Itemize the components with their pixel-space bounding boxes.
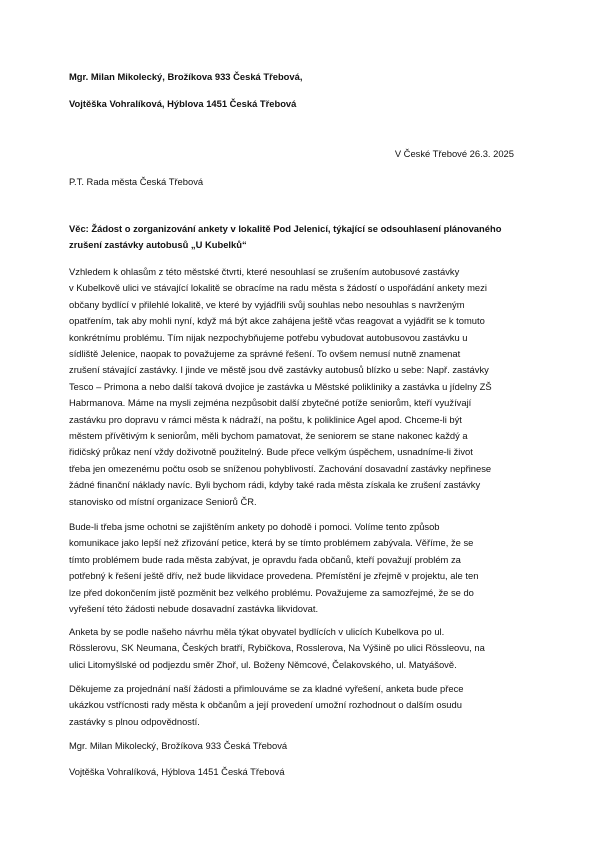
signature-line-2: Vojtěška Vohralíková, Hýblova 1451 Česká Třebová: [69, 766, 285, 777]
body-paragraph-4: [69, 681, 539, 730]
paragraph-line: v Kubelkově ulici ve stávající lokalitě se obracíme na radu města s žádostí o uspořádání ankety mezi: [69, 282, 487, 294]
paragraph-line: městem přívětivým k seniorům, měli bychom pamatovat, že seniorem se stane nakonec každý a: [69, 430, 468, 442]
paragraph-line: zastávku pro dopravu v rámci města k nádraží, na poštu, k poliklinice Agel apod. Chceme-li být: [69, 413, 462, 425]
paragraph-line: zrušení stávající zastávky. I jinde ve městě jsou dvě zastávky autobusů blízko u sebe: Např. zastávky: [69, 364, 489, 376]
sender-line-2: Vojtěška Vohralíková, Hýblova 1451 Česká Třebová: [69, 98, 297, 109]
paragraph-line: Bude-li třeba jsme ochotni se zajištěním ankety po dohodě i pomoci. Volíme tento způsob: [69, 521, 440, 532]
paragraph-line: občany bydlící v přilehlé lokalitě, ve které by vyjádřili svůj souhlas nebo nesouhlas s navrženým: [69, 298, 465, 310]
paragraph-line: sídliště Jelenice, naopak to považujeme za správné řešení. To ovšem nemusí nutně znamenat: [69, 348, 461, 360]
body-paragraph-2: [69, 519, 539, 617]
paragraph-line: konkrétnímu problému. Tím nijak nezpochybňujeme potřebu vybudovat autobusovou zastávku u: [69, 331, 468, 343]
recipient-line: P.T. Rada města Česká Třebová: [69, 176, 204, 187]
subject-line: zrušení zastávky autobusů „U Kubelků“: [69, 239, 247, 250]
date-line: V České Třebové 26.3. 2025: [394, 148, 514, 159]
subject-block: [69, 221, 501, 253]
sender-line-1: Mgr. Milan Mikolecký, Brožíkova 933 Česká Třebová,: [69, 71, 303, 82]
paragraph-line: Habrmanova. Máme na mysli zejména nezpůsobit další zbytečné potíže seniorům, kteří využívají: [69, 397, 472, 409]
paragraph-line: třeba jen omezenému počtu osob se sníženou pohyblivostí. Zachování dosavadní zastávky nepřinese: [69, 462, 492, 474]
paragraph-line: Vzhledem k ohlasům z této městské čtvrti, které nesouhlasí se zrušením autobusové zastávky: [69, 266, 460, 277]
paragraph-line: ulici Litomyšlské od podjezdu směr Zhoř, ul. Boženy Němcové, Čelakovského, ul. Matyášově.: [69, 658, 457, 670]
paragraph-line: Anketa by se podle našeho návrhu měla týkat obyvatel bydlících v ulicích Kubelkova po ul.: [69, 626, 445, 637]
paragraph-line: Tesco – Primona a nebo další taková dvojice je zastávka u Městské polikliniky a zastávka u jídelny ZŠ: [69, 380, 492, 392]
paragraph-line: komunikace jako lepší než zřizování petice, která by se tímto problémem zabývala. Věříme, že se: [69, 537, 474, 549]
paragraph-line: opatřením, tak aby mohli nyní, když má být akce zahájena ještě včas reagovat a vyjádřit se k tomuto: [69, 315, 485, 327]
paragraph-line: zastávky s plnou odpovědností.: [69, 715, 200, 727]
body-paragraph-1: [69, 264, 539, 510]
paragraph-line: Rösslerovu, SK Neumana, Českých bratří, Rybičkova, Rosslerova, Na Výšině po ulici Rössleovu, na: [69, 642, 485, 654]
paragraph-line: žádné finanční náklady navíc. Byli bychom rádi, kdyby také rada města získala ke zrušení zastávky: [69, 479, 481, 491]
paragraph-line: lze před dokončením jistě pozměnit bez velkého problému. Považujeme za samozřejmé, že se do: [69, 586, 474, 598]
paragraph-line: tímto problémem bude rada města zabývat, je opravdu řada občanů, kteří považují problém za: [69, 553, 461, 565]
paragraph-line: ukázkou vstřícnosti rady města k občanům a její provedení umožní rozhodnout o dalším osudu: [69, 699, 462, 711]
signature-line-1: Mgr. Milan Mikolecký, Brožíkova 933 Česká Třebová: [69, 740, 288, 751]
body-paragraph-3: [69, 624, 539, 673]
paragraph-line: Děkujeme za projednání naší žádosti a přimlouváme se za kladné vyřešení, anketa bude přece: [69, 683, 464, 694]
paragraph-line: potřebný k řešení ještě dřív, než bude likvidace provedena. Přemístění je zřejmě v projektu, ale ten: [69, 570, 479, 582]
paragraph-line: vyřešení této žádosti nebude dosavadní zastávka likvidovat.: [69, 603, 319, 615]
subject-line: Věc: Žádost o zorganizování ankety v lokalitě Pod Jelenicí, týkající se odsouhlasení plánovaného: [69, 223, 502, 234]
paragraph-line: stanovisko od místní organizace Seniorů ČR.: [69, 495, 257, 507]
paragraph-line: řidičský průkaz není vždy doživotně použitelný. Bude přece velkým úspěchem, usnadníme-li život: [69, 446, 473, 458]
